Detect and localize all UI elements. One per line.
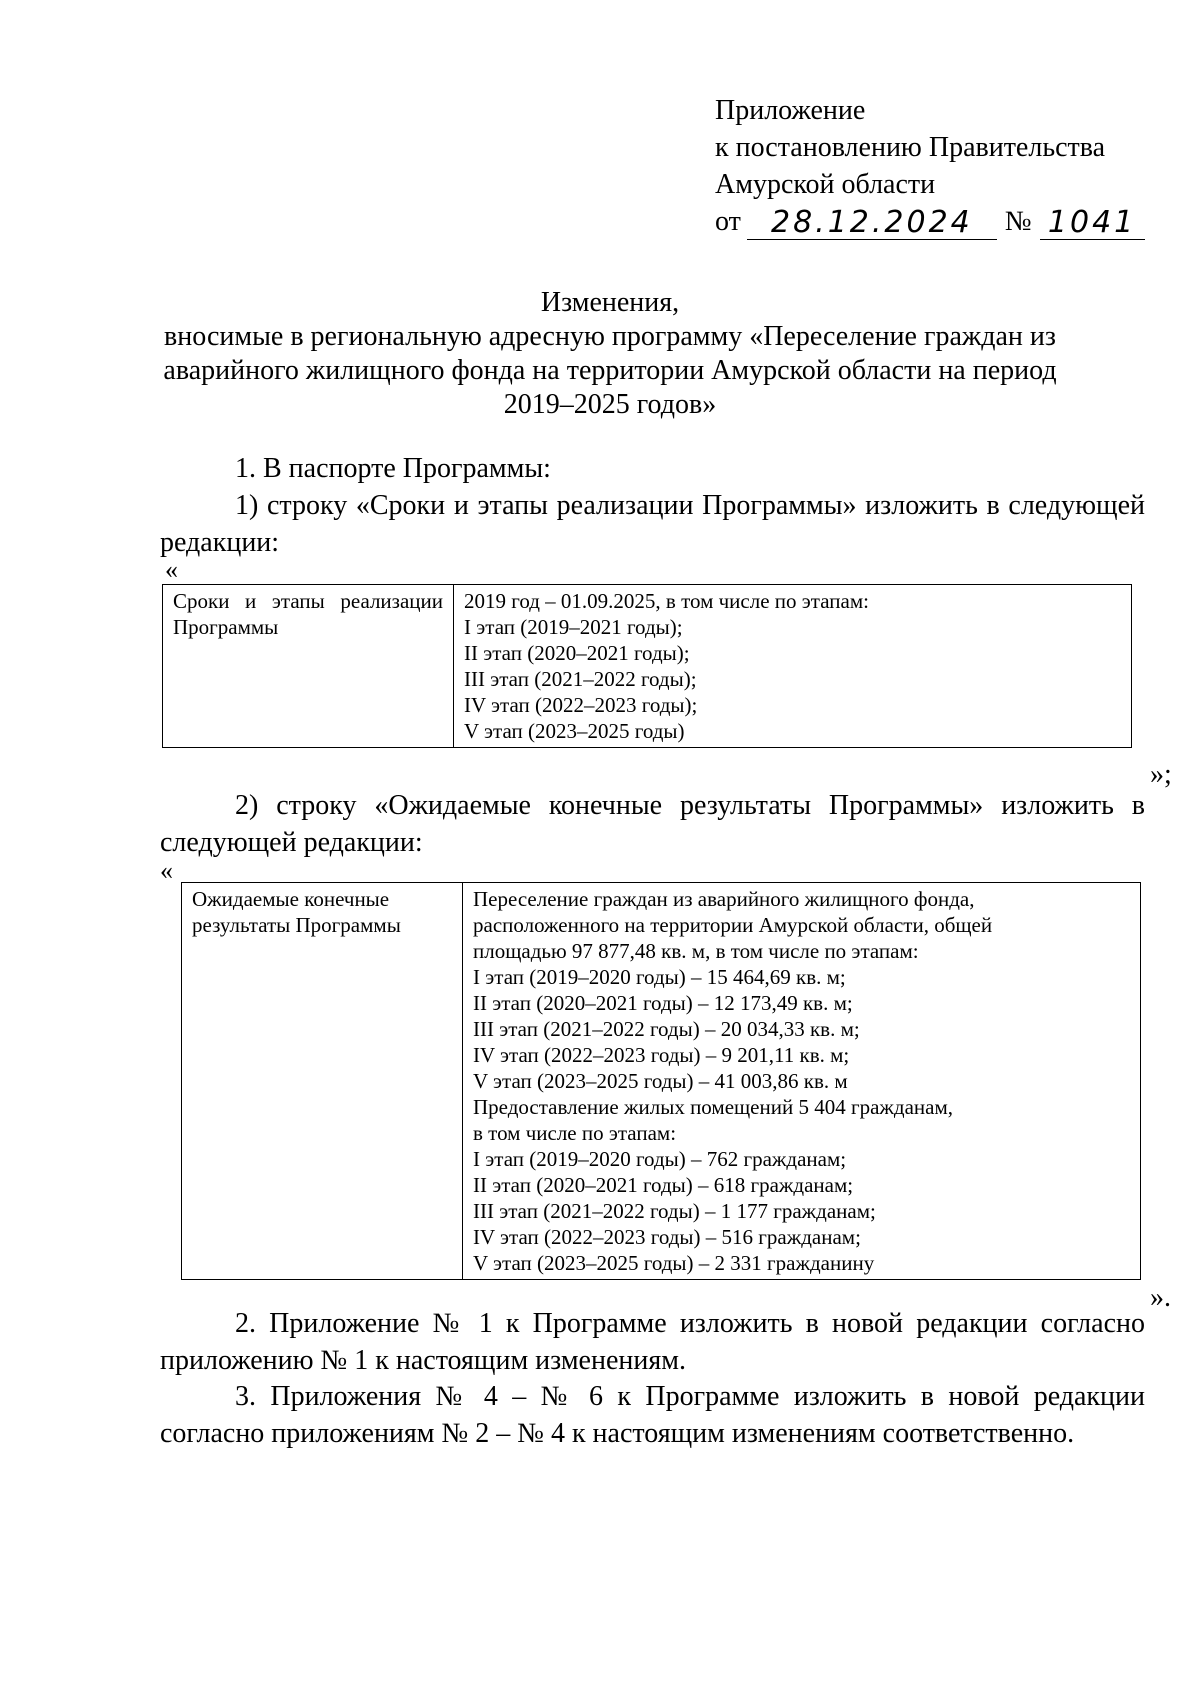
table2-right-line: Предоставление жилых помещений 5 404 гражданам, (473, 1095, 954, 1119)
table-row (163, 585, 1132, 748)
title-sub-line-2: аварийного жилищного фонда на территории Амурской области на период (163, 355, 1057, 386)
title-sub-line-1: вносимые в региональную адресную программу «Переселение граждан из (164, 321, 1056, 352)
header-line-region: Амурской области (715, 169, 936, 200)
table-terms-stages (162, 584, 1132, 748)
table1-right-line: I этап (2019–2021 годы); (464, 615, 683, 639)
table-row (182, 883, 1141, 1280)
table2-right-line: площадью 97 877,48 кв. м, в том числе по этапам: (473, 939, 919, 963)
table1-right-line: 2019 год – 01.09.2025, в том числе по этапам: (464, 589, 869, 613)
section3-text: 3. Приложения № 4 – № 6 к Программе изложить в новой редакции согласно приложениям № 2 – № 4 к настоящим изменениям соответственно. (160, 1381, 1145, 1449)
table2-left-line: Ожидаемые конечные (192, 887, 390, 911)
table1-right-line: III этап (2021–2022 годы); (464, 667, 697, 691)
title-main: Изменения, (540, 287, 680, 318)
table2-right-line: II этап (2020–2021 годы) – 618 гражданам; (473, 1173, 854, 1197)
table2-close-quote: ». (1150, 1282, 1171, 1313)
section2-text: 2. Приложение № 1 к Программе изложить в новой редакции согласно приложению № 1 к настоящим изменениям. (160, 1308, 1145, 1376)
table-expected-results (181, 882, 1141, 1280)
approval-header (715, 92, 1155, 240)
table2-left-cell (182, 883, 463, 1280)
table2-right-cell (463, 883, 1141, 1280)
table1-close-quote: »; (1150, 759, 1172, 790)
section1-item1-text: 1) строку «Сроки и этапы реализации Программы» изложить в следующей редакции: (160, 490, 1145, 558)
section1-heading: 1. В паспорте Программы: (235, 453, 551, 484)
table2-left-line: результаты Программы (192, 913, 401, 937)
table2-right-line: расположенного на территории Амурской области, общей (473, 913, 993, 937)
title-sub-line-3: 2019–2025 годов» (503, 389, 717, 420)
table2-right-line: Переселение граждан из аварийного жилищного фонда, (473, 887, 975, 911)
table2-right-line: V этап (2023–2025 годы) – 41 003,86 кв. м (473, 1069, 848, 1093)
date-prefix: от (715, 206, 741, 237)
table1-open-quote: « (165, 555, 178, 584)
table2-right-line: в том числе по этапам: (473, 1121, 677, 1145)
table2-right-line: I этап (2019–2020 годы) – 15 464,69 кв. м; (473, 965, 846, 989)
table2-open-quote: « (160, 856, 173, 885)
number-sign: № (1004, 206, 1032, 237)
document-title (160, 286, 1060, 422)
table1-right-cell (454, 585, 1132, 748)
handwritten-date: 28.12.2024 (747, 207, 997, 240)
header-date-number-line (715, 203, 1155, 240)
table2-right-line: IV этап (2022–2023 годы) – 9 201,11 кв. м; (473, 1043, 850, 1067)
table1-right-line: V этап (2023–2025 годы) (464, 719, 685, 743)
header-line-resolution: к постановлению Правительства (715, 132, 1106, 163)
section1-item2-text: 2) строку «Ожидаемые конечные результаты Программы» изложить в следующей редакции: (160, 790, 1145, 858)
table2-right-line: V этап (2023–2025 годы) – 2 331 гражданину (473, 1251, 875, 1275)
table2-right-line: III этап (2021–2022 годы) – 1 177 гражданам; (473, 1199, 876, 1223)
table2-right-line: II этап (2020–2021 годы) – 12 173,49 кв. м; (473, 991, 853, 1015)
header-line-appendix: Приложение (715, 95, 866, 126)
table2-right-line: I этап (2019–2020 годы) – 762 гражданам; (473, 1147, 847, 1171)
handwritten-number: 1041 (1040, 207, 1145, 240)
table1-right-line: IV этап (2022–2023 годы); (464, 693, 698, 717)
table1-left-cell: Сроки и этапы реализации Программы (163, 585, 454, 748)
table2-right-line: III этап (2021–2022 годы) – 20 034,33 кв. м; (473, 1017, 860, 1041)
table1-right-line: II этап (2020–2021 годы); (464, 641, 690, 665)
table2-right-line: IV этап (2022–2023 годы) – 516 гражданам; (473, 1225, 861, 1249)
